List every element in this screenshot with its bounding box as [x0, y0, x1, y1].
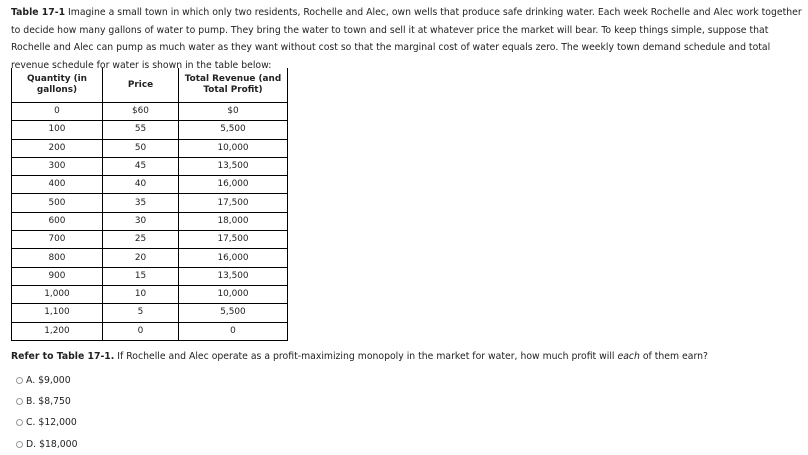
- cell-quantity: 600: [12, 212, 103, 230]
- option-label: A. $9,000: [26, 375, 71, 387]
- cell-price: 50: [103, 139, 179, 157]
- cell-quantity: 0: [12, 103, 103, 121]
- cell-total-revenue: 13,500: [179, 267, 288, 285]
- cell-quantity: 900: [12, 267, 103, 285]
- cell-total-revenue: 10,000: [179, 285, 288, 303]
- table-row: [12, 103, 288, 121]
- question-reference: Refer to Table 17-1.: [11, 351, 115, 362]
- cell-price: 25: [103, 231, 179, 249]
- radio-button-icon[interactable]: [16, 419, 23, 426]
- cell-quantity: 100: [12, 121, 103, 139]
- option-label: C. $12,000: [26, 417, 77, 429]
- option-label: B. $8,750: [26, 396, 71, 408]
- cell-price: 20: [103, 249, 179, 267]
- cell-quantity: 700: [12, 231, 103, 249]
- cell-quantity: 500: [12, 194, 103, 212]
- cell-price: 10: [103, 285, 179, 303]
- option-c[interactable]: [16, 412, 78, 433]
- cell-total-revenue: 5,500: [179, 304, 288, 322]
- cell-total-revenue: 0: [179, 322, 288, 340]
- cell-price: 15: [103, 267, 179, 285]
- cell-total-revenue: 18,000: [179, 212, 288, 230]
- table-row: [12, 176, 288, 194]
- radio-button-icon[interactable]: [16, 398, 23, 405]
- intro-paragraph: [11, 4, 803, 74]
- cell-quantity: 1,200: [12, 322, 103, 340]
- cell-price: 55: [103, 121, 179, 139]
- cell-price: 45: [103, 157, 179, 175]
- option-b[interactable]: [16, 391, 78, 412]
- table-row: [12, 285, 288, 303]
- cell-total-revenue: 17,500: [179, 231, 288, 249]
- cell-price: 0: [103, 322, 179, 340]
- cell-price: $60: [103, 103, 179, 121]
- cell-quantity: 800: [12, 249, 103, 267]
- table-row: [12, 267, 288, 285]
- table-row: [12, 157, 288, 175]
- demand-revenue-table: [11, 68, 288, 341]
- radio-button-icon[interactable]: [16, 441, 23, 448]
- cell-quantity: 200: [12, 139, 103, 157]
- cell-total-revenue: $0: [179, 103, 288, 121]
- radio-button-icon[interactable]: [16, 377, 23, 384]
- question-body-end: of them earn?: [639, 351, 708, 362]
- cell-quantity: 300: [12, 157, 103, 175]
- question-emphasis: each: [617, 351, 640, 362]
- cell-price: 30: [103, 212, 179, 230]
- cell-quantity: 1,000: [12, 285, 103, 303]
- intro-table-label: Table 17-1: [11, 7, 66, 18]
- table-row: [12, 194, 288, 212]
- table-row: [12, 231, 288, 249]
- table-row: [12, 249, 288, 267]
- table-row: [12, 121, 288, 139]
- option-label: D. $18,000: [26, 438, 78, 450]
- table-row: [12, 212, 288, 230]
- intro-text: Imagine a small town in which only two residents, Rochelle and Alec, own wells that produce safe drinking water. Each week Rochelle and Alec work together to decide how many gallons of water to pump. They bring the water to town and sell it at whatever price the market will bear. To keep things simple, suppose that Rochelle and Alec can pump as much water as they want without cost so that the marginal cost of water equals zero. The weekly town demand schedule and total revenue schedule for water is shown in the table below:: [11, 7, 802, 71]
- cell-price: 5: [103, 304, 179, 322]
- header-quantity: Quantity (in gallons): [12, 68, 103, 103]
- table-row: [12, 304, 288, 322]
- header-total-revenue: Total Revenue (and Total Profit): [179, 68, 288, 103]
- question-body-start: If Rochelle and Alec operate as a profit-maximizing monopoly in the market for water, how much profit will: [114, 351, 618, 362]
- cell-quantity: 400: [12, 176, 103, 194]
- cell-total-revenue: 16,000: [179, 249, 288, 267]
- cell-quantity: 1,100: [12, 304, 103, 322]
- table-row: [12, 322, 288, 340]
- option-d[interactable]: [16, 434, 78, 455]
- cell-total-revenue: 16,000: [179, 176, 288, 194]
- table-header-row: [12, 68, 288, 103]
- table-row: [12, 139, 288, 157]
- cell-total-revenue: 5,500: [179, 121, 288, 139]
- cell-total-revenue: 13,500: [179, 157, 288, 175]
- header-price: Price: [103, 68, 179, 103]
- cell-total-revenue: 17,500: [179, 194, 288, 212]
- cell-price: 35: [103, 194, 179, 212]
- option-a[interactable]: [16, 370, 78, 391]
- cell-price: 40: [103, 176, 179, 194]
- question-text: [11, 350, 708, 364]
- answer-options: [16, 370, 78, 455]
- cell-total-revenue: 10,000: [179, 139, 288, 157]
